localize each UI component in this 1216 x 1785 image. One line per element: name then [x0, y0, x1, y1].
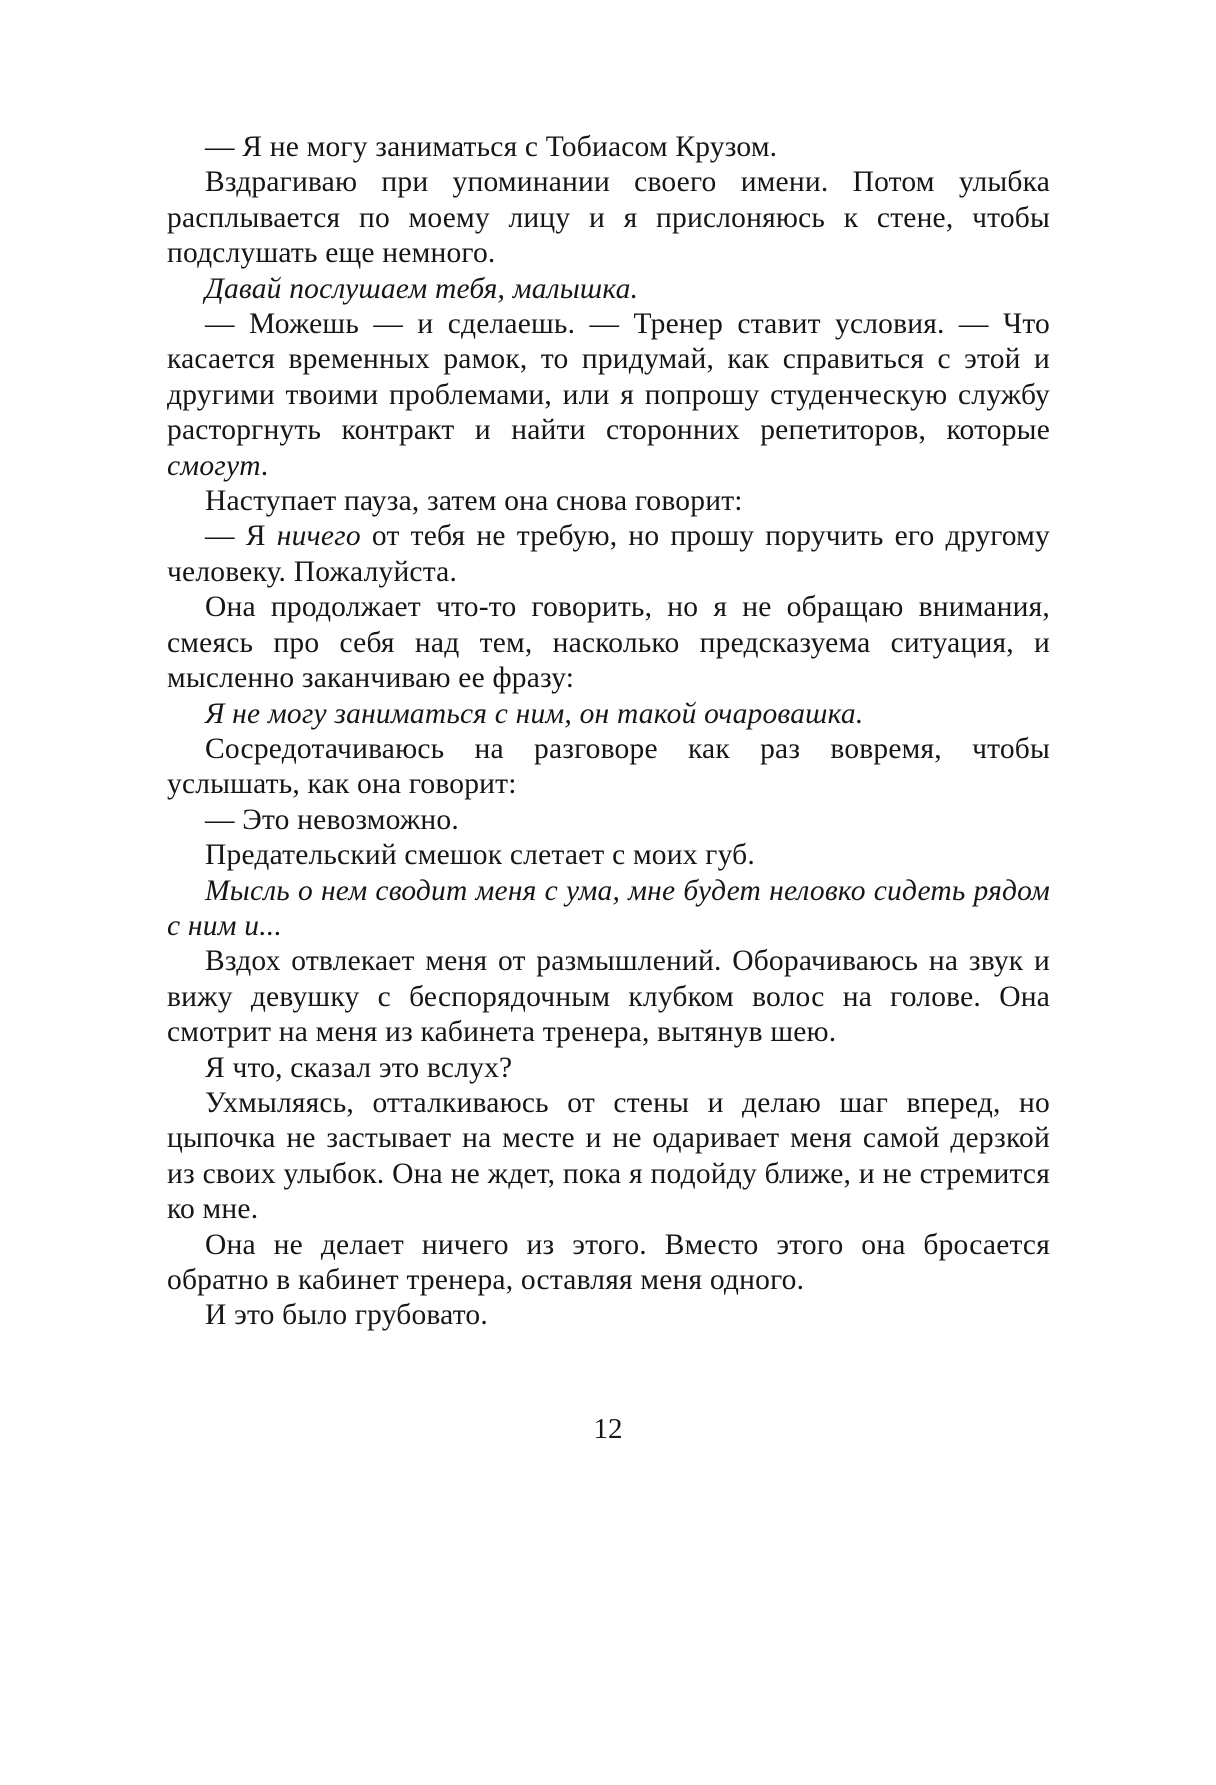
text-run: — Можешь — и сделаешь. — Тренер ставит условия. — Что касается временных рамок, то придумай, как справиться с этой и другими твоими проблемами, или я попрошу студенческую службу расторгнуть контракт и найти сторонних репетиторов, которые	[167, 308, 1050, 447]
text-run: — Я	[205, 520, 277, 553]
paragraph	[167, 838, 1050, 873]
paragraph	[167, 307, 1050, 484]
paragraph	[167, 1298, 1050, 1333]
text-run: Она продолжает что-то говорить, но я не обращаю внимания, смеясь про себя над тем, насколько предсказуема ситуация, и мысленно заканчиваю ее фразу:	[167, 591, 1050, 695]
text-run: — Это невозможно.	[205, 803, 459, 836]
text-run: от тебя не требую, но прошу поручить его другому человеку. Пожалуйста.	[167, 520, 1050, 588]
paragraph	[167, 1051, 1050, 1086]
text-run: Сосредотачиваюсь на разговоре как раз вовремя, чтобы услышать, как она говорит:	[167, 732, 1050, 801]
paragraph	[167, 519, 1050, 590]
text-block	[167, 130, 1050, 1334]
text-run: Вздох отвлекает меня от размышлений. Оборачиваюсь на звук и вижу девушку с беспорядочным клубком волос на голове. Она смотрит на меня из кабинета тренера, вытянув шею.	[167, 945, 1050, 1049]
text-run: — Я не могу заниматься с Тобиасом Крузом.	[205, 131, 778, 163]
paragraph	[167, 130, 1050, 165]
paragraph	[167, 944, 1050, 1050]
text-run: И это было грубовато.	[205, 1299, 488, 1332]
paragraph	[167, 590, 1050, 696]
paragraph	[167, 803, 1050, 838]
text-run: Наступает пауза, затем она снова говорит:	[205, 485, 743, 518]
paragraph	[167, 697, 1050, 732]
paragraph	[167, 1086, 1050, 1228]
paragraph	[167, 874, 1050, 945]
text-run: .	[260, 449, 269, 482]
paragraph	[167, 272, 1050, 307]
text-run: Ухмыляясь, отталкиваюсь от стены и делаю шаг вперед, но цыпочка не застывает на месте и не одаривает меня самой дерзкой из своих улыбок. Она не ждет, пока я подойду ближе, и не стремится ко мне.	[167, 1086, 1050, 1226]
paragraph	[167, 484, 1050, 519]
paragraph	[167, 732, 1050, 803]
italic-text-run: смогут	[167, 449, 261, 482]
text-run: Предательский смешок слетает с моих губ.	[205, 839, 755, 872]
paragraph	[167, 1228, 1050, 1299]
italic-text-run: Мысль о нем сводит меня с ума, мне будет неловко сидеть рядом с ним и...	[167, 874, 1050, 942]
page-number: 12	[593, 1413, 623, 1445]
paragraph	[167, 165, 1050, 271]
text-run: Я что, сказал это вслух?	[205, 1051, 513, 1084]
italic-text-run: Давай послушаем тебя, малышка.	[205, 272, 639, 305]
italic-text-run: ничего	[276, 520, 361, 553]
text-run: Вздрагиваю при упоминании своего имени. Потом улыбка расплывается по моему лицу и я прислоняюсь к стене, чтобы подслушать еще немного.	[167, 166, 1050, 270]
text-run: Она не делает ничего из этого. Вместо этого она бросается обратно в кабинет тренера, оставляя меня одного.	[167, 1228, 1050, 1296]
italic-text-run: Я не могу заниматься с ним, он такой очаровашка.	[205, 697, 864, 730]
